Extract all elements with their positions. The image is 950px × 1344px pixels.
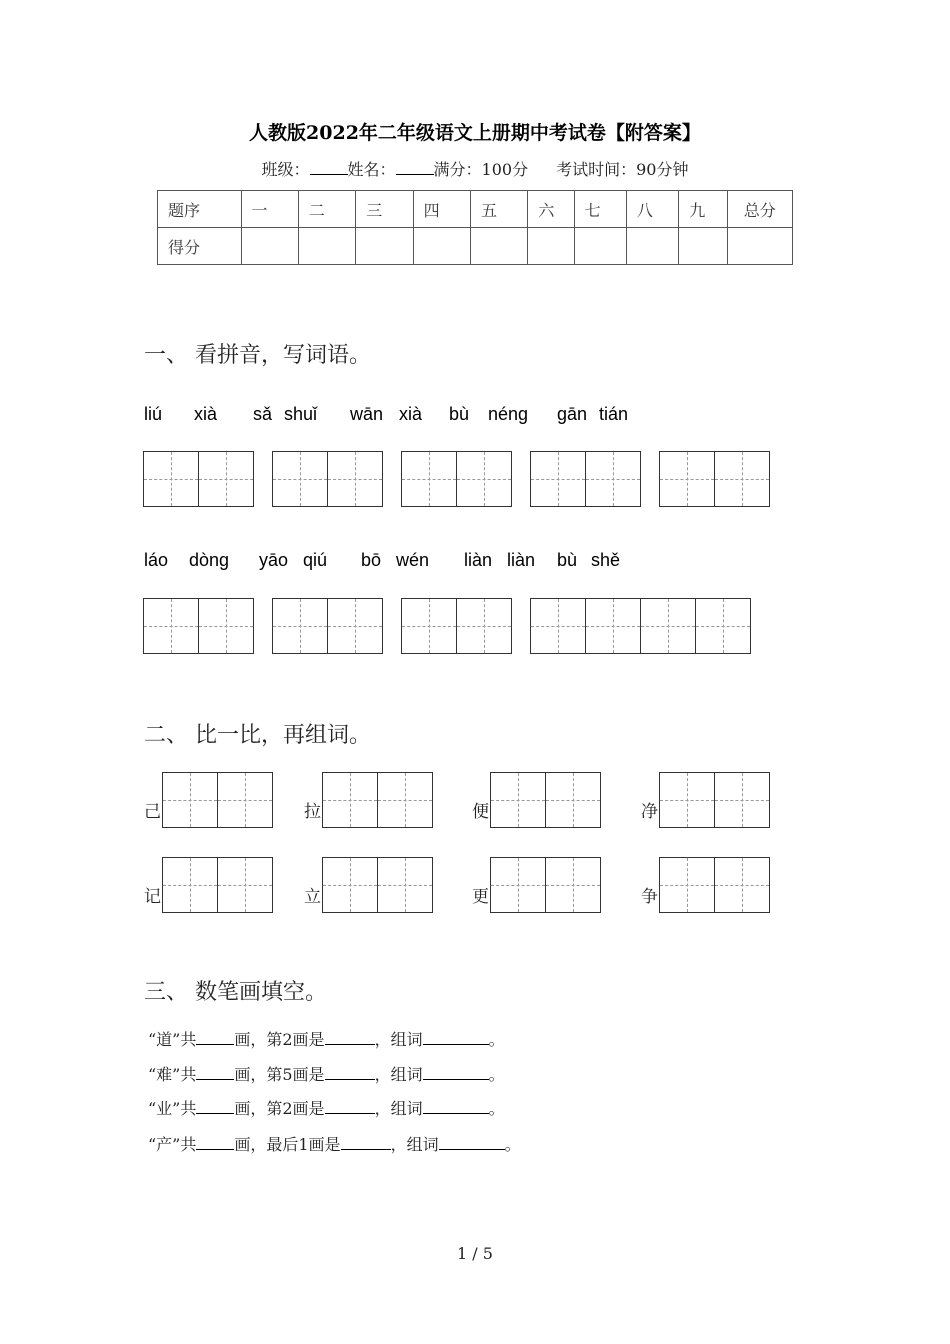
writing-cell[interactable] [218,857,273,913]
header-cell: 八 [626,191,678,228]
writing-grid [659,857,770,913]
section-3-title: 三、 数笔画填空。 [144,980,327,1005]
fill-text: ，组词 [374,1099,423,1118]
fill-text: ，组词 [390,1135,439,1154]
class-blank[interactable] [310,160,348,175]
writing-cell[interactable] [490,857,546,913]
writing-cell[interactable] [586,451,641,507]
compare-char: 己 [144,802,161,822]
writing-grid [272,598,383,654]
fill-text: 。 [504,1135,521,1154]
pinyin: xià [399,404,423,424]
section-1-title: 一、 看拼音，写词语。 [144,343,371,368]
pinyin: wén [396,550,430,570]
stroke-blank[interactable] [325,1030,375,1045]
writing-cell[interactable] [199,451,254,507]
score-table-header-row [158,191,793,228]
page-title: 人教版2022年二年级语文上册期中考试卷【附答案】 [249,122,701,144]
writing-cell[interactable] [641,598,696,654]
compare-char: 更 [472,887,489,907]
writing-cell[interactable] [659,451,715,507]
fill-text: 画，第2画是 [234,1099,325,1118]
writing-grid [162,772,273,828]
pinyin: shě [591,550,621,570]
fill-line [148,1132,521,1155]
writing-grid [162,857,273,913]
header-cell: 九 [679,191,727,228]
pinyin: néng [488,404,529,424]
writing-cell[interactable] [322,772,378,828]
compare-char: 便 [472,802,489,822]
writing-cell[interactable] [401,598,457,654]
writing-grid [322,857,433,913]
writing-grid [322,772,433,828]
writing-cell[interactable] [272,598,328,654]
writing-cell[interactable] [715,857,770,913]
score-cell[interactable] [298,228,355,265]
pinyin: liàn [464,550,493,570]
writing-cell[interactable] [457,598,512,654]
pinyin: tián [599,404,629,424]
fill-text: 画，第5画是 [234,1065,325,1084]
fill-line [148,1062,505,1085]
fill-text: 画，最后1画是 [234,1135,341,1154]
header-cell: 三 [356,191,413,228]
header-cell: 一 [241,191,298,228]
stroke-blank[interactable] [341,1135,391,1150]
pinyin: láo [144,550,169,570]
info-line [0,157,950,180]
writing-cell[interactable] [546,772,601,828]
fill-text: 画，第2画是 [234,1030,325,1049]
header-cell: 五 [470,191,527,228]
stroke-count-blank[interactable] [196,1065,234,1080]
score-cell[interactable] [413,228,470,265]
writing-cell[interactable] [457,451,512,507]
stroke-count-blank[interactable] [196,1099,234,1114]
writing-cell[interactable] [715,451,770,507]
pinyin: dòng [189,550,230,570]
pinyin: xià [194,404,218,424]
writing-grid [272,451,383,507]
score-cell[interactable] [241,228,298,265]
writing-cell[interactable] [530,451,586,507]
writing-cell[interactable] [659,772,715,828]
writing-cell[interactable] [328,451,383,507]
pinyin: bō [361,550,382,570]
writing-cell[interactable] [199,598,254,654]
fill-text: “业”共 [148,1099,197,1118]
pinyin: sǎ [253,404,273,424]
score-cell[interactable] [679,228,727,265]
score-cell[interactable] [626,228,678,265]
writing-cell[interactable] [490,772,546,828]
stroke-blank[interactable] [325,1065,375,1080]
header-cell: 四 [413,191,470,228]
fill-text: “难”共 [148,1065,197,1084]
fill-text: 。 [488,1030,505,1049]
writing-cell[interactable] [715,772,770,828]
pinyin: bù [557,550,578,570]
writing-grid [401,451,512,507]
writing-grid [143,451,254,507]
fill-text: ，组词 [374,1065,423,1084]
pinyin: wān [350,404,384,424]
fill-text: ，组词 [374,1030,423,1049]
stroke-count-blank[interactable] [196,1135,234,1150]
score-cell[interactable] [356,228,413,265]
pinyin: liú [144,404,163,424]
writing-cell[interactable] [530,598,586,654]
writing-cell[interactable] [401,451,457,507]
fill-text: “产”共 [148,1135,197,1154]
pinyin: bù [449,404,470,424]
word-blank[interactable] [439,1135,505,1150]
header-cell: 七 [574,191,626,228]
name-blank[interactable] [396,160,434,175]
writing-grid [659,451,770,507]
writing-cell[interactable] [696,598,751,654]
writing-cell[interactable] [162,857,218,913]
page-number: 1 / 5 [457,1244,493,1263]
fill-text: 。 [488,1099,505,1118]
fill-text: “道”共 [148,1030,197,1049]
header-cell: 总分 [727,191,792,228]
writing-grid [490,772,601,828]
writing-grid [659,772,770,828]
writing-cell[interactable] [659,857,715,913]
header-cell: 六 [528,191,574,228]
score-cell[interactable] [470,228,527,265]
score-table-score-row [158,228,793,265]
pinyin: qiú [303,550,328,570]
writing-grid [401,598,512,654]
score-cell[interactable] [528,228,574,265]
compare-char: 净 [641,802,658,822]
header-cell: 题序 [158,191,242,228]
writing-grid [143,598,254,654]
row-label-cell: 得分 [158,228,242,265]
compare-char: 拉 [304,802,321,822]
stroke-blank[interactable] [325,1099,375,1114]
word-blank[interactable] [423,1030,489,1045]
writing-cell[interactable] [218,772,273,828]
writing-cell[interactable] [272,451,328,507]
fill-line [148,1096,505,1119]
writing-cell[interactable] [143,598,199,654]
compare-char: 立 [304,887,321,907]
pinyin: yāo [259,550,289,570]
time-label: 考试时间：90分钟 [556,160,689,179]
compare-char: 记 [144,887,161,907]
class-label: 班级： [261,160,310,179]
writing-cell[interactable] [328,598,383,654]
writing-cell[interactable] [143,451,199,507]
writing-grid [530,598,751,654]
writing-grid [530,451,641,507]
fill-line [148,1027,505,1050]
pinyin: shuǐ [284,404,318,424]
score-table [157,190,793,265]
writing-cell[interactable] [322,857,378,913]
score-cell[interactable] [574,228,626,265]
compare-char: 争 [641,887,658,907]
fill-text: 。 [488,1065,505,1084]
writing-cell[interactable] [586,598,641,654]
writing-grid [490,857,601,913]
writing-cell[interactable] [546,857,601,913]
pinyin: gān [557,404,588,424]
section-2-title: 二、 比一比，再组词。 [144,723,371,748]
stroke-count-blank[interactable] [196,1030,234,1045]
writing-cell[interactable] [162,772,218,828]
writing-cell[interactable] [378,857,433,913]
score-label: 满分：100分 [433,160,529,179]
word-blank[interactable] [423,1099,489,1114]
name-label: 姓名： [347,160,396,179]
header-cell: 二 [298,191,355,228]
writing-cell[interactable] [378,772,433,828]
pinyin: liàn [507,550,536,570]
score-cell[interactable] [727,228,792,265]
word-blank[interactable] [423,1065,489,1080]
